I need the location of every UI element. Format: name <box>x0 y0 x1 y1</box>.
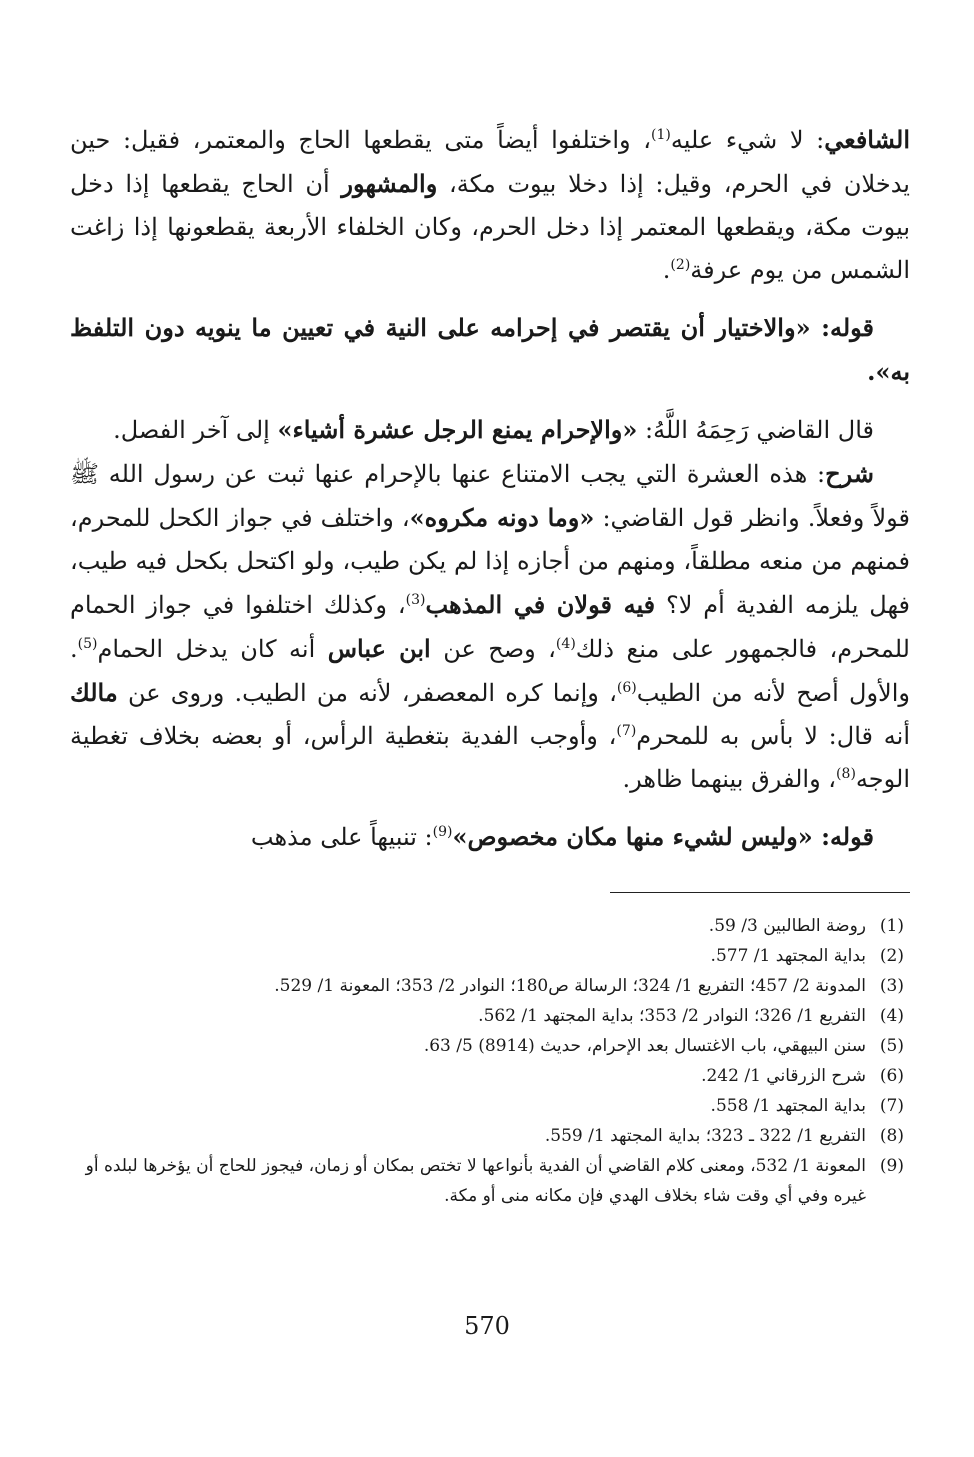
text-run: ، وإنما كره المعصفر، لأنه من الطيب. وروى عن <box>117 679 617 707</box>
footnote-ref-4[interactable]: (4) <box>555 636 576 652</box>
bold-term: فيه قولان في المذهب <box>425 590 656 619</box>
footnote-text: المعونة 1/ 532، ومعنى كلام القاضي أن الفدية بأنواعها لا تختص بمكان أو زمان، فيجوز للحاج أن يؤخرها لبلده أو غيره وفي أي وقت شاء بخلاف الهدي فإن مكانه منى أو مكة. <box>85 1156 866 1206</box>
footnote-text: بداية المجتهد 1/ 558. <box>710 1096 866 1116</box>
text-run: ، وكذلك اختلفوا في جواز الحمام للمحرم، فالجمهور على منع ذلك <box>70 591 910 663</box>
text-run: : هذه العشرة التي يجب الامتناع عنها بالإحرام عنها ثبت عن رسول الله ﷺ قولاً وفعلاً. وانظر قول القاضي: <box>70 460 911 532</box>
footnote-number: (2) <box>879 946 904 966</box>
footnote-text: المدونة 2/ 457؛ التفريع 1/ 324؛ الرسالة ص180؛ النوادر 2/ 353؛ المعونة 1/ 529. <box>274 976 866 996</box>
footnote-item <box>70 941 910 971</box>
bold-term: شرح <box>825 459 874 488</box>
paragraph-qawluhu-makan <box>70 815 910 859</box>
bold-term: ابن عباس <box>327 634 431 663</box>
bold-term: مالك <box>70 678 118 707</box>
bold-term: والمشهور <box>341 169 438 198</box>
footnote-ref-9[interactable]: (9) <box>432 824 453 840</box>
text-run: ، وأوجب الفدية بتغطية الرأس، أو بعضه بخلاف تغطية الوجه <box>70 722 910 793</box>
footnote-item <box>70 1121 910 1151</box>
footnote-item <box>70 1151 910 1211</box>
main-text <box>70 118 910 859</box>
footnote-item <box>70 911 910 941</box>
footnote-number: (7) <box>879 1096 904 1116</box>
footnote-item <box>70 1031 910 1061</box>
text-run: أن الحاج يقطعها إذا دخل بيوت مكة، ويقطعها المعتمر إذا دخل الحرم، وكان الخلفاء الأربعة يقطعونها إذا زاغت الشمس من يوم عرفة <box>70 170 910 284</box>
footnote-text: شرح الزرقاني 1/ 242. <box>701 1066 866 1086</box>
text-run: : لا شيء عليه <box>670 126 825 154</box>
footnote-divider <box>610 892 910 893</box>
footnote-ref-2[interactable]: (2) <box>670 257 691 273</box>
footnote-number: (3) <box>879 976 904 996</box>
footnote-number: (8) <box>879 1126 904 1146</box>
footnote-ref-1[interactable]: (1) <box>651 127 671 143</box>
footnote-text: بداية المجتهد 1/ 577. <box>710 946 866 966</box>
quoted-statement: قوله: «وليس لشيء منها مكان مخصوص» <box>452 822 874 851</box>
footnote-number: (5) <box>879 1036 904 1056</box>
footnotes-section <box>70 892 910 1211</box>
text-run: إلى آخر الفصل. <box>113 416 278 444</box>
text-run: : تنبيهاً على مذهب <box>250 823 433 851</box>
quoted-statement: «وما دونه مكروه» <box>409 503 595 532</box>
quoted-statement: «والإحرام يمنع الرجل عشرة أشياء» <box>277 415 638 444</box>
paragraph-qawluhu-ikhtiyar <box>70 306 910 394</box>
quoted-statement: قوله: «والاختيار أن يقتصر في إحرامه على النية في تعيين ما ينويه دون التلفظ به». <box>70 313 910 386</box>
text-run: قال القاضي رَحِمَهُ اللَّهُ: <box>637 416 874 444</box>
text-run: ، واختلفوا أيضاً متى يقطعها الحاج والمعتمر، فقيل: حين يدخلان في الحرم، وقيل: إذا دخلا بيوت مكة، <box>70 126 910 198</box>
text-run: . <box>662 256 671 284</box>
text-run: ، والفرق بينهما ظاهر. <box>622 765 837 793</box>
text-run: ، وصح عن <box>430 635 556 663</box>
footnote-number: (4) <box>879 1006 904 1026</box>
footnote-number: (1) <box>879 916 904 936</box>
paragraph-sharh <box>70 452 910 801</box>
footnote-ref-8[interactable]: (8) <box>836 766 856 782</box>
footnote-list <box>70 911 910 1211</box>
paragraph-shafii <box>70 118 910 292</box>
footnote-ref-7[interactable]: (7) <box>616 723 637 739</box>
bold-term: الشافعي <box>824 125 911 154</box>
footnote-text: سنن البيهقي، باب الاغتسال بعد الإحرام، حديث (8914) 5/ 63. <box>423 1036 866 1056</box>
page-number: 570 <box>464 1312 510 1340</box>
text-run: . والأول أصح لأنه من الطيب <box>70 635 910 707</box>
footnote-ref-5[interactable]: (5) <box>77 636 98 652</box>
footnote-ref-6[interactable]: (6) <box>616 680 637 696</box>
footnote-text: التفريع 1/ 322 ـ 323؛ بداية المجتهد 1/ 559. <box>544 1126 866 1146</box>
footnote-number: (6) <box>879 1066 904 1086</box>
footnote-item <box>70 1001 910 1031</box>
footnote-number: (9) <box>879 1156 904 1176</box>
text-run: ، واختلف في جواز الكحل للمحرم، فمنهم من منعه مطلقاً، ومنهم من أجازه إذا لم يكن طيب، ولو اكتحل بكحل فيه طيب، فهل يلزمه الفدية أم لا؟ <box>70 504 910 619</box>
text-run: أنه قال: لا بأس به للمحرم <box>636 722 910 750</box>
footnote-item <box>70 1061 910 1091</box>
text-run: أنه كان يدخل الحمام <box>97 635 328 663</box>
footnote-text: التفريع 1/ 326؛ النوادر 2/ 353؛ بداية المجتهد 1/ 562. <box>478 1006 866 1026</box>
footnote-text: روضة الطالبين 3/ 59. <box>708 916 866 936</box>
footnote-item <box>70 1091 910 1121</box>
paragraph-qadi <box>70 408 910 452</box>
footnote-ref-3[interactable]: (3) <box>405 592 426 608</box>
footnote-item <box>70 971 910 1001</box>
